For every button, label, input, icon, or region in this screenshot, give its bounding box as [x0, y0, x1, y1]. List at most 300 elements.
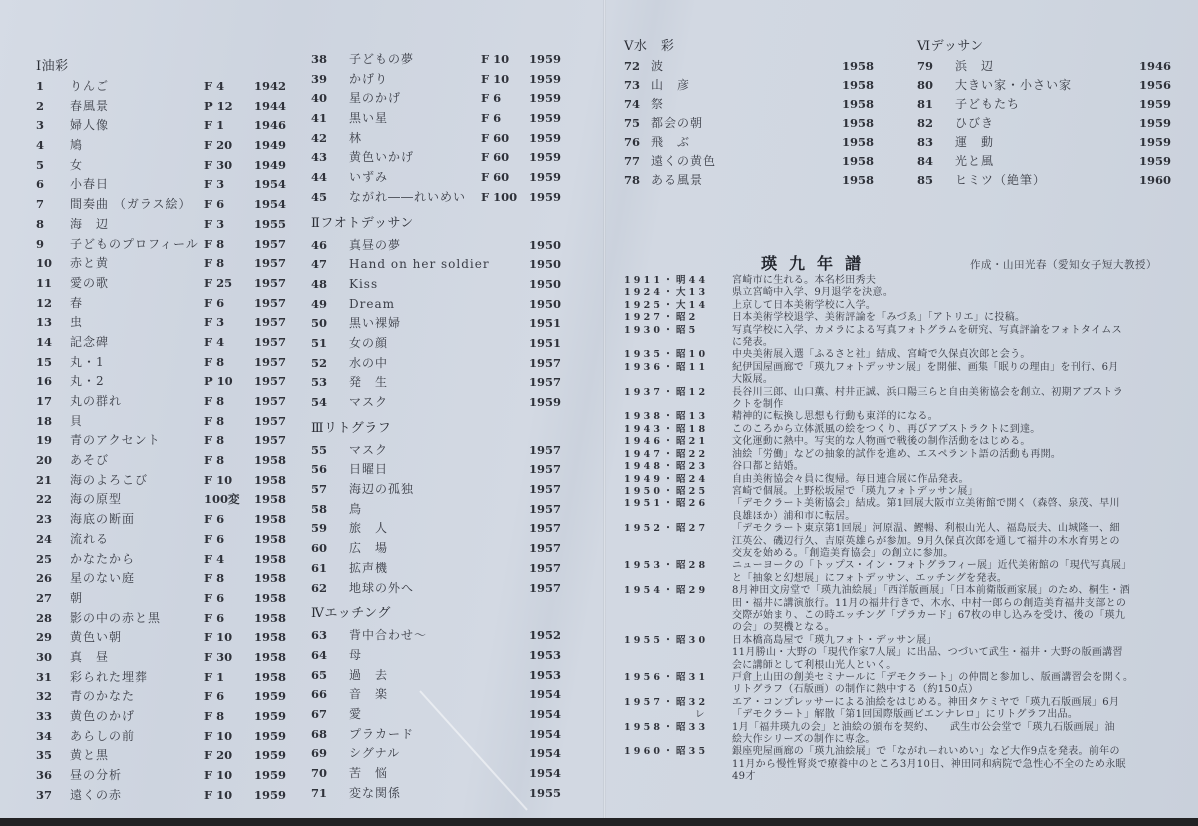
- work-year: 1958: [254, 551, 287, 566]
- work-title: Kiss: [349, 276, 379, 291]
- entry-text: [732, 498, 1184, 523]
- entry-text: [732, 312, 1184, 324]
- work-number: 45: [311, 189, 328, 204]
- entry-text: [732, 585, 1184, 635]
- work-number: 42: [311, 130, 328, 145]
- work-year: 1953: [529, 667, 562, 682]
- work-title: 日曜日: [349, 462, 389, 477]
- work-row: [36, 687, 286, 707]
- work-year: 1949: [254, 138, 287, 153]
- section-heading-photo-dessin: Ⅱフオトデッサン: [311, 215, 414, 231]
- work-number: 27: [36, 590, 53, 605]
- work-number: 37: [36, 787, 53, 802]
- work-row: [36, 353, 286, 373]
- work-row: [36, 648, 286, 668]
- work-number: 7: [36, 197, 45, 212]
- work-size: F 10: [481, 52, 510, 66]
- work-year: 1946: [1139, 59, 1172, 73]
- entry-line: 「デモクラート東京第1回展」河原温、鰹暢、利根山光人、福島辰夫、山城隆一、細: [732, 523, 1120, 535]
- work-size: F 8: [204, 354, 225, 369]
- work-row: [311, 148, 581, 168]
- work-year: 1959: [1139, 97, 1172, 111]
- work-size: F 8: [204, 394, 225, 408]
- work-title: 丸・1: [70, 354, 105, 369]
- work-title: 女: [70, 157, 84, 172]
- work-number: 53: [311, 375, 328, 390]
- work-title: 飛 ぶ: [651, 135, 691, 149]
- work-title: 海のよろこび: [70, 472, 149, 487]
- work-row: [624, 171, 874, 190]
- work-row: [311, 373, 581, 393]
- work-number: 80: [917, 78, 934, 92]
- entry-date: 1953・昭28: [624, 560, 709, 572]
- work-title: 鳥: [349, 501, 363, 516]
- work-year: 1957: [529, 541, 562, 556]
- work-title: 海 辺: [70, 216, 110, 231]
- work-row: [311, 393, 581, 413]
- work-year: 1959: [254, 748, 287, 763]
- work-year: 1957: [254, 374, 287, 389]
- entry-text: [732, 449, 1184, 461]
- work-row: [36, 471, 286, 491]
- work-number: 64: [311, 647, 328, 662]
- work-number: 65: [311, 667, 328, 682]
- entry-date: 1949・昭24: [624, 473, 709, 485]
- work-row: [36, 412, 286, 432]
- work-size: F 8: [204, 433, 225, 448]
- work-row: [311, 764, 581, 784]
- work-title: 子どもの夢: [349, 52, 415, 66]
- chronology-entry: [624, 424, 1184, 436]
- work-year: 1957: [529, 521, 562, 536]
- work-title: かげり: [349, 71, 389, 86]
- entry-line: リトグラフ（石版画）の制作に熱中する（約150点）: [732, 684, 979, 696]
- work-size: F 1: [204, 118, 225, 133]
- work-title: 運 動: [955, 135, 995, 149]
- work-title: 子どもたち: [955, 97, 1021, 111]
- entry-line: 日本美術学校退学、美術評論を「みづゑ」「アトリエ」に投稿。: [732, 312, 1026, 324]
- work-year: 1957: [254, 236, 287, 251]
- work-number: 17: [36, 394, 53, 408]
- work-year: 1957: [254, 256, 287, 271]
- work-title: あそび: [70, 453, 110, 468]
- work-size: 100変: [204, 492, 240, 507]
- work-title: 虫: [70, 315, 84, 330]
- entry-line: 「デモクラート美術協会」結成。第1回展大阪市立美術館で開く（森啓、泉茂、早川: [732, 498, 1120, 510]
- work-title: 影の中の赤と黒: [70, 610, 162, 625]
- work-row: [917, 152, 1172, 171]
- work-year: 1959: [529, 189, 562, 204]
- work-title: 水の中: [349, 355, 389, 370]
- work-row: [311, 500, 581, 520]
- work-size: F 25: [204, 275, 233, 290]
- work-number: 33: [36, 709, 53, 723]
- work-year: 1958: [254, 453, 287, 468]
- work-title: 青のアクセント: [70, 433, 161, 448]
- work-number: 30: [36, 649, 53, 664]
- chronology-entry: [624, 275, 1184, 287]
- work-title: 過 去: [349, 667, 389, 682]
- entry-line: 交友を始める。「創造美育協会」の創立に参加。: [732, 547, 954, 559]
- work-size: P 10: [204, 374, 233, 389]
- work-title: 光と風: [955, 154, 995, 168]
- work-year: 1959: [1139, 135, 1172, 149]
- work-year: 1954: [529, 746, 562, 761]
- work-year: 1958: [254, 649, 287, 664]
- work-row: [36, 274, 286, 294]
- entry-line: 11月から慢性腎炎で療養中のところ3月10日、神田同和病院で急性心不全のため永眠: [732, 758, 1126, 770]
- work-row: [624, 76, 874, 95]
- work-number: 84: [917, 154, 934, 168]
- work-number: 52: [311, 355, 328, 370]
- work-title: 青のかなた: [70, 689, 136, 704]
- work-number: 66: [311, 687, 328, 702]
- work-title: 浜 辺: [955, 59, 995, 73]
- work-row: [36, 254, 286, 274]
- work-year: 1951: [529, 316, 562, 331]
- work-size: F 6: [204, 590, 225, 605]
- work-row: [311, 579, 581, 599]
- entry-line: 油絵「労働」などの抽象的試作を進め、エスペラント語の活動も再開。: [732, 448, 1062, 460]
- work-title: 地球の外へ: [349, 580, 415, 595]
- work-year: 1959: [529, 395, 562, 409]
- work-number: 16: [36, 374, 53, 389]
- work-title: 間奏曲 （ガラス絵）: [70, 197, 192, 212]
- work-year: 1959: [529, 91, 562, 106]
- work-year: 1957: [254, 295, 287, 310]
- work-row: [311, 255, 581, 275]
- entry-line: エア・コンプレッサーによる油絵をはじめる。神田タケミヤで「瑛九石版画展」6月: [732, 696, 1120, 708]
- work-row: [624, 152, 874, 171]
- work-row: [36, 510, 286, 530]
- work-size: F 6: [204, 610, 225, 625]
- chronology-entry: [624, 722, 1184, 747]
- entry-line: 田・福井に講演旅行。11月の福井行きで、木水、中村一郎らの創造美育福井支部との: [732, 597, 1127, 609]
- work-number: 9: [36, 236, 45, 251]
- work-size: F 6: [481, 91, 502, 106]
- work-number: 67: [311, 706, 328, 721]
- work-number: 49: [311, 296, 328, 311]
- work-row: [36, 609, 286, 629]
- entry-text: [732, 436, 1184, 448]
- entry-text: [732, 635, 1184, 672]
- chronology-entry: [624, 585, 1184, 635]
- work-size: F 8: [204, 236, 225, 251]
- work-title: 赤と黄: [70, 256, 110, 271]
- work-title: 婦人像: [70, 118, 110, 133]
- work-title: 朝: [70, 590, 84, 605]
- work-number: 77: [624, 154, 641, 168]
- work-year: 1957: [529, 560, 562, 575]
- chronology-entry: [624, 635, 1184, 672]
- work-title: 母: [349, 647, 363, 662]
- work-row: [311, 519, 581, 539]
- work-number: 20: [36, 453, 53, 468]
- chronology-entry: [624, 523, 1184, 560]
- work-row: [311, 460, 581, 480]
- work-year: 1959: [529, 71, 562, 86]
- work-row: [311, 685, 581, 705]
- entry-date: 1947・昭22: [624, 448, 709, 460]
- section-heading-watercolor: Ⅴ水 彩: [624, 39, 675, 54]
- work-year: 1955: [529, 785, 562, 800]
- work-number: 78: [624, 173, 641, 187]
- chronology-entry: [624, 672, 1184, 697]
- work-row: [36, 766, 286, 786]
- work-number: 10: [36, 256, 53, 271]
- entry-date: 1936・昭11: [624, 361, 709, 373]
- work-number: 63: [311, 628, 328, 643]
- entry-date: 1960・昭35: [624, 746, 709, 758]
- work-number: 70: [311, 766, 328, 780]
- work-year: 1958: [842, 154, 875, 168]
- work-row: [311, 236, 581, 256]
- work-row: [311, 275, 581, 295]
- entry-line: ニューヨークの「トップス・イン・フォトグラフィー展」近代美術館の「現代写真展」: [732, 560, 1132, 572]
- entry-line: 11月勝山・大野の「現代作家7人展」に出品、つづいて武生・福井・大野の版画講習: [732, 647, 1123, 659]
- work-size: F 30: [204, 649, 233, 664]
- work-year: 1958: [842, 78, 875, 92]
- chronology-entry: [624, 387, 1184, 412]
- work-title: りんご: [70, 79, 110, 93]
- work-year: 1957: [254, 433, 287, 448]
- work-title: 丸の群れ: [70, 394, 123, 408]
- work-number: 28: [36, 610, 53, 625]
- work-year: 1957: [254, 334, 287, 349]
- work-title: 記念碑: [70, 334, 110, 349]
- chronology-entry: [624, 436, 1184, 448]
- work-year: 1958: [254, 512, 287, 527]
- work-size: F 6: [204, 689, 225, 704]
- entry-text: [732, 325, 1184, 350]
- work-size: F 6: [204, 512, 225, 527]
- work-row: [311, 50, 581, 70]
- work-title: 苦 悩: [349, 766, 389, 780]
- chronology-entry: [624, 697, 1184, 722]
- work-year: 1951: [529, 335, 562, 350]
- entry-line: と「抽象と幻想展」にフォトデッサン、エッチングを発表。: [732, 572, 1008, 584]
- work-title: 祭: [651, 97, 665, 111]
- section-heading-dessin: Ⅵデッサン: [917, 39, 984, 54]
- work-year: 1958: [254, 492, 287, 507]
- work-row: [36, 313, 286, 333]
- work-title: 海底の断面: [70, 512, 136, 527]
- work-number: 39: [311, 71, 328, 86]
- work-title: 大きい家・小さい家: [955, 78, 1073, 92]
- work-row: [36, 589, 286, 609]
- work-row: [917, 171, 1172, 190]
- work-number: 5: [36, 157, 45, 172]
- work-size: F 4: [204, 334, 225, 349]
- work-number: 59: [311, 521, 328, 536]
- chronology-entry: [624, 449, 1184, 461]
- work-size: F 10: [481, 71, 510, 86]
- work-size: F 3: [204, 177, 225, 192]
- work-row: [624, 133, 874, 152]
- work-title: 黄色のかげ: [70, 709, 136, 723]
- entry-date: 1924・大13: [624, 287, 709, 299]
- work-row: [36, 707, 286, 727]
- work-number: 83: [917, 135, 934, 149]
- work-row: [36, 195, 286, 215]
- entry-line: 谷口都と結婚。: [732, 461, 805, 473]
- chronology-entry: [624, 312, 1184, 324]
- work-title: 鳩: [70, 138, 84, 153]
- work-size: F 60: [481, 170, 510, 185]
- entry-text: [732, 424, 1184, 436]
- work-year: 1942: [254, 79, 287, 93]
- work-year: 1959: [254, 768, 287, 783]
- work-year: 1958: [842, 116, 875, 130]
- section-heading-etching: Ⅳエッチング: [311, 606, 391, 622]
- chronology-entry: [624, 486, 1184, 498]
- work-year: 1959: [254, 709, 287, 723]
- work-year: 1958: [254, 472, 287, 487]
- entry-line: 自由美術協会々員に復帰。毎日連合展に作品発表。: [732, 473, 969, 485]
- work-row: [917, 133, 1172, 152]
- work-year: 1957: [254, 354, 287, 369]
- entry-text: [732, 523, 1184, 560]
- work-title: 小春日: [70, 177, 110, 192]
- work-title: 遠くの黄色: [651, 154, 717, 168]
- work-row: [311, 744, 581, 764]
- entry-line: 文化運動に熱中。写実的な人物画で戦後の制作活動をはじめる。: [732, 436, 1031, 448]
- work-title: Dream: [349, 296, 395, 311]
- work-row: [36, 451, 286, 471]
- work-title: プラカード: [349, 726, 415, 741]
- work-row: [624, 95, 874, 114]
- work-row: [311, 168, 581, 188]
- work-year: 1954: [254, 197, 287, 212]
- work-row: [311, 188, 581, 208]
- work-number: 47: [311, 257, 328, 272]
- work-title: マスク: [349, 442, 389, 457]
- work-year: 1957: [529, 501, 562, 516]
- work-year: 1959: [529, 111, 562, 126]
- work-year: 1957: [529, 375, 562, 390]
- work-year: 1957: [254, 394, 287, 408]
- work-year: 1959: [1139, 116, 1172, 130]
- entry-date: 1935・昭10: [624, 349, 709, 361]
- work-number: 15: [36, 354, 53, 369]
- oil-paintings-column-1: [36, 57, 286, 805]
- work-year: 1958: [254, 571, 287, 586]
- entry-line: 日本橋高島屋で「瑛九フォト・デッサン展」: [732, 634, 937, 646]
- work-number: 44: [311, 170, 328, 185]
- work-row: [311, 646, 581, 666]
- chronology-entry: [624, 461, 1184, 473]
- work-title: ヒミツ（絶筆）: [955, 173, 1047, 187]
- entry-date: 1950・昭25: [624, 485, 709, 497]
- work-number: 54: [311, 395, 328, 409]
- work-year: 1958: [842, 59, 875, 73]
- chronology-author: 作成・山田光春（愛知女子短大教授）: [970, 259, 1157, 271]
- work-title: 旅 人: [349, 521, 389, 536]
- work-number: 35: [36, 748, 53, 763]
- chronology-entry: [624, 746, 1184, 783]
- entry-line: このころから立体派風の絵をつくり、再びアブストラクトに到達。: [732, 423, 1041, 435]
- work-number: 23: [36, 512, 53, 527]
- work-title: 黒い星: [349, 111, 389, 126]
- work-size: F 10: [204, 472, 233, 487]
- work-year: 1955: [254, 216, 287, 231]
- work-year: 1960: [1139, 173, 1172, 187]
- work-title: 星のかげ: [349, 91, 402, 106]
- work-year: 1957: [254, 315, 287, 330]
- work-year: 1957: [529, 355, 562, 370]
- work-number: 18: [36, 413, 53, 428]
- work-size: F 8: [204, 453, 225, 468]
- work-year: 1959: [254, 728, 287, 743]
- work-number: 41: [311, 111, 328, 126]
- work-year: 1958: [254, 590, 287, 605]
- entry-line: の会」の契機となる。: [732, 622, 835, 634]
- work-year: 1957: [529, 442, 562, 457]
- entry-text: [732, 411, 1184, 423]
- entry-text: [732, 461, 1184, 473]
- work-row: [311, 70, 581, 90]
- work-year: 1957: [254, 413, 287, 428]
- entry-line: 1月「福井瑛九の会」と油絵の頒布を契約、 武生市公会堂で「瑛九石版画展」油: [732, 721, 1115, 733]
- section-heading-lithograph: Ⅲリトグラフ: [311, 420, 392, 436]
- work-size: F 10: [204, 630, 233, 645]
- work-title: 愛: [349, 706, 363, 721]
- chronology-entry: [624, 498, 1184, 523]
- work-row: [311, 480, 581, 500]
- entry-date: 1951・昭26: [624, 498, 709, 510]
- work-number: 81: [917, 97, 934, 111]
- work-year: 1950: [529, 257, 562, 272]
- entry-line: 交際が始まり、この時エッチング「プラカード」67枚の申し込みを受け、後の「瑛九: [732, 609, 1126, 621]
- work-year: 1944: [254, 98, 287, 113]
- work-number: 40: [311, 91, 328, 106]
- work-size: F 10: [204, 728, 233, 743]
- entry-text: [732, 474, 1184, 486]
- work-number: 8: [36, 216, 45, 231]
- work-number: 43: [311, 150, 328, 165]
- work-number: 14: [36, 334, 53, 349]
- work-row: [36, 333, 286, 353]
- work-size: F 20: [204, 138, 233, 153]
- entry-line: 良雄ほか）浦和市に転居。: [732, 510, 856, 522]
- work-year: 1954: [529, 726, 562, 741]
- work-title: 真昼の夢: [349, 237, 402, 252]
- work-year: 1954: [529, 706, 562, 721]
- work-size: F 1: [204, 669, 225, 684]
- work-number: 3: [36, 118, 45, 133]
- work-row: [36, 550, 286, 570]
- work-title: 流れる: [70, 531, 110, 546]
- entry-date: 1925・大14: [624, 299, 709, 311]
- work-number: 22: [36, 492, 53, 507]
- entry-line: 精神的に転換し思想も行動も東洋的になる。: [732, 411, 938, 423]
- work-title: 海辺の孤独: [349, 482, 415, 497]
- work-title: 変な関係: [349, 785, 402, 800]
- work-year: 1958: [254, 610, 287, 625]
- work-row: [311, 705, 581, 725]
- work-row: [311, 666, 581, 686]
- work-size: F 60: [481, 130, 510, 145]
- work-title: 都会の朝: [651, 116, 704, 130]
- entry-line: 上京して日本美術学校に入学。: [732, 299, 877, 311]
- work-year: 1959: [529, 52, 562, 66]
- work-row: [917, 95, 1172, 114]
- work-year: 1946: [254, 118, 287, 133]
- work-row: [36, 116, 286, 136]
- entry-line: 紀伊国屋画廊で「瑛九フォトデッサン展」を開催、画集「眠りの理由」を刊行、6月: [732, 361, 1119, 373]
- work-year: 1952: [529, 628, 562, 643]
- entry-date: 1938・昭13: [624, 411, 709, 423]
